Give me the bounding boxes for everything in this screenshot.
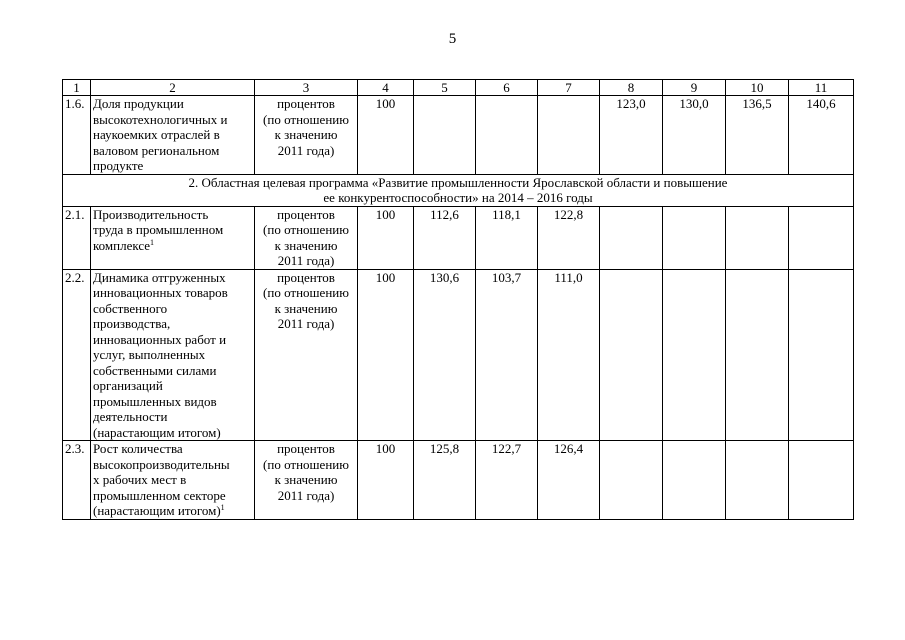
- column-number-cell: 10: [726, 80, 789, 96]
- column-number-cell: 9: [663, 80, 726, 96]
- value-cell: [726, 269, 789, 441]
- unit-of-measure: процентов (по отношению к значению 2011 года): [255, 441, 358, 520]
- column-number-cell: 4: [358, 80, 414, 96]
- column-number-cell: 1: [63, 80, 91, 96]
- footnote-marker: 1: [150, 237, 155, 247]
- value-cell: [600, 441, 663, 520]
- column-number-cell: 11: [789, 80, 854, 96]
- value-cell: 100: [358, 441, 414, 520]
- value-cell: 118,1: [476, 206, 538, 269]
- value-cell: [789, 441, 854, 520]
- indicators-table: [62, 79, 854, 520]
- row-number: 2.2.: [63, 269, 91, 441]
- column-number-cell: 8: [600, 80, 663, 96]
- table-row: [63, 96, 854, 175]
- value-cell: 111,0: [538, 269, 600, 441]
- indicator-name: Доля продукции высокотехнологичных и наукоемких отраслей в валовом региональном продукте: [91, 96, 255, 175]
- value-cell: [663, 269, 726, 441]
- value-cell: 122,8: [538, 206, 600, 269]
- value-cell: 112,6: [414, 206, 476, 269]
- value-cell: 140,6: [789, 96, 854, 175]
- unit-of-measure: процентов (по отношению к значению 2011 года): [255, 269, 358, 441]
- table-row: [63, 269, 854, 441]
- row-number: 1.6.: [63, 96, 91, 175]
- value-cell: 103,7: [476, 269, 538, 441]
- value-cell: [726, 441, 789, 520]
- value-cell: 125,8: [414, 441, 476, 520]
- column-number-cell: 6: [476, 80, 538, 96]
- value-cell: 100: [358, 269, 414, 441]
- value-cell: 130,6: [414, 269, 476, 441]
- indicator-name: Производительность труда в промышленном комплексе$^1$: [91, 206, 255, 269]
- value-cell: [789, 206, 854, 269]
- unit-of-measure: процентов (по отношению к значению 2011 года): [255, 96, 358, 175]
- value-cell: [663, 206, 726, 269]
- table-row: [63, 206, 854, 269]
- column-number-cell: 5: [414, 80, 476, 96]
- column-number-cell: 3: [255, 80, 358, 96]
- row-number: 2.1.: [63, 206, 91, 269]
- value-cell: [789, 269, 854, 441]
- value-cell: [538, 96, 600, 175]
- value-cell: 130,0: [663, 96, 726, 175]
- value-cell: [414, 96, 476, 175]
- indicator-name: Динамика отгруженных инновационных товаров собственного производства, инновационных работ и услуг, выполненных собственными силами организаций промышленных видов деятельности (нарастающим итогом): [91, 269, 255, 441]
- value-cell: 100: [358, 96, 414, 175]
- column-number-cell: 7: [538, 80, 600, 96]
- value-cell: [726, 206, 789, 269]
- footnote-marker: 1: [220, 503, 225, 512]
- value-cell: [600, 206, 663, 269]
- page-number: 5: [448, 31, 457, 47]
- value-cell: 136,5: [726, 96, 789, 175]
- value-cell: 100: [358, 206, 414, 269]
- column-number-header-row: [63, 80, 854, 96]
- value-cell: 122,7: [476, 441, 538, 520]
- column-number-cell: 2: [91, 80, 255, 96]
- section-title: 2. Областная целевая программа «Развитие промышленности Ярославской области и повышение ее конкурентоспособности» на 2014 – 2016 годы: [63, 174, 854, 206]
- section-row: [63, 174, 854, 206]
- value-cell: 123,0: [600, 96, 663, 175]
- row-number: 2.3.: [63, 441, 91, 520]
- value-cell: [476, 96, 538, 175]
- value-cell: [600, 269, 663, 441]
- unit-of-measure: процентов (по отношению к значению 2011 года): [255, 206, 358, 269]
- indicator-name: Рост количества высокопроизводительны х рабочих мест в промышленном секторе (нарастающим итогом)$^1$: [91, 441, 255, 520]
- value-cell: [663, 441, 726, 520]
- table-row: [63, 441, 854, 520]
- value-cell: 126,4: [538, 441, 600, 520]
